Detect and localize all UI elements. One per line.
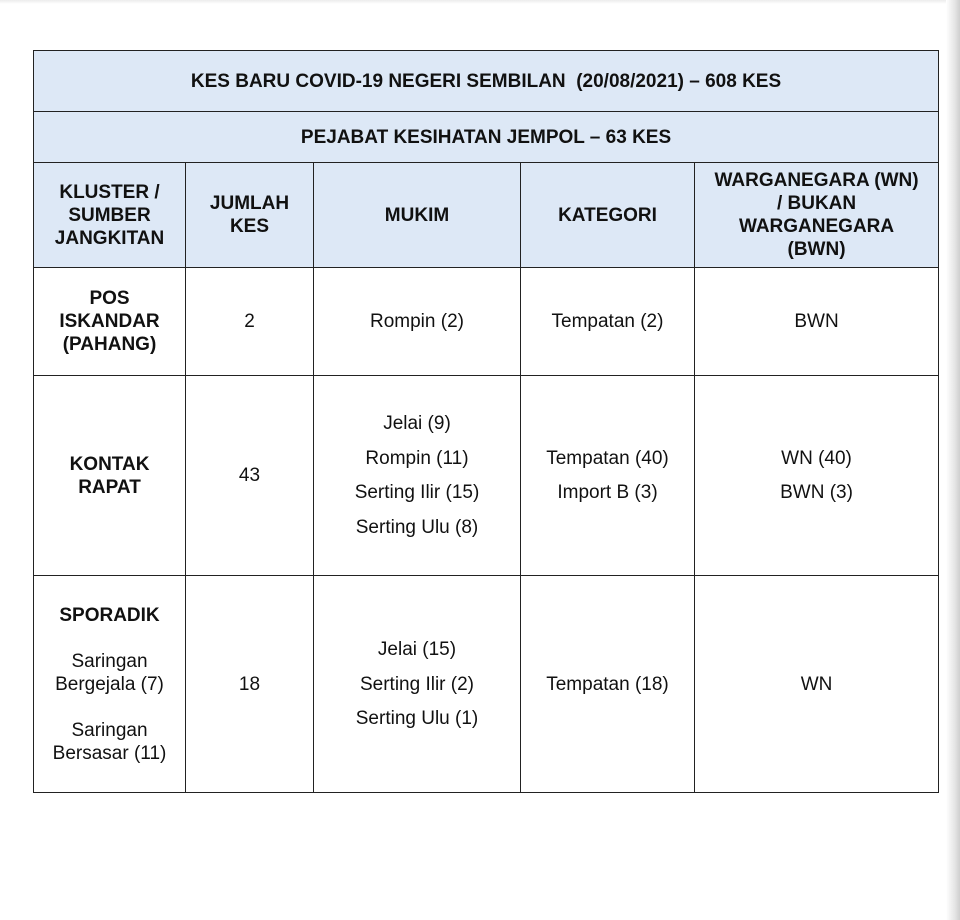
jumlah-cell: 18 bbox=[186, 576, 314, 793]
table-title: KES BARU COVID-19 NEGERI SEMBILAN (20/08/2021) – 608 KES bbox=[34, 51, 939, 112]
mukim-item: Serting Ilir (2) bbox=[359, 673, 475, 695]
header-kluster-line: KLUSTER / bbox=[59, 181, 160, 203]
kategori-item: Import B (3) bbox=[557, 482, 658, 504]
kategori-cell bbox=[521, 576, 695, 793]
header-warganegara-line: WARGANEGARA (WN) bbox=[714, 170, 919, 191]
mukim-item: Serting Ulu (1) bbox=[355, 708, 479, 729]
kategori-item: Tempatan (2) bbox=[551, 311, 664, 332]
mukim-cell bbox=[314, 576, 521, 793]
spacer bbox=[40, 627, 179, 650]
mukim-item: Serting Ilir (15) bbox=[354, 482, 480, 504]
header-warganegara-line: (BWN) bbox=[787, 239, 846, 260]
kluster-line: POS bbox=[89, 288, 130, 309]
header-warganegara-line: WARGANEGARA bbox=[738, 216, 895, 237]
table-row bbox=[34, 268, 939, 376]
header-kluster bbox=[34, 163, 186, 268]
mukim-item: Serting Ulu (8) bbox=[355, 516, 479, 538]
kluster-line: ISKANDAR bbox=[59, 311, 160, 332]
header-kluster-line: JANGKITAN bbox=[54, 227, 165, 249]
kluster-cell bbox=[34, 268, 186, 376]
header-jumlah-line: KES bbox=[229, 216, 270, 237]
jumlah-cell: 2 bbox=[186, 268, 314, 376]
kategori-item: Tempatan (18) bbox=[546, 673, 669, 695]
header-warganegara bbox=[695, 163, 939, 268]
right-edge-shadow bbox=[946, 0, 960, 920]
mukim-cell bbox=[314, 376, 521, 576]
header-jumlah bbox=[186, 163, 314, 268]
mukim-item: Jelai (9) bbox=[383, 413, 451, 435]
warganegara-item: WN bbox=[800, 673, 833, 695]
mukim-cell bbox=[314, 268, 521, 376]
warganegara-item: BWN bbox=[794, 311, 839, 332]
warganegara-cell bbox=[695, 376, 939, 576]
header-kluster-line: SUMBER bbox=[68, 204, 151, 226]
header-warganegara-line: / BUKAN bbox=[776, 193, 857, 214]
covid-cases-table bbox=[33, 50, 939, 793]
kluster-line: KONTAK bbox=[69, 453, 150, 475]
kategori-cell bbox=[521, 268, 695, 376]
kluster-line: (PAHANG) bbox=[62, 334, 157, 355]
kluster-subitem: Saringan bbox=[71, 719, 148, 741]
kategori-cell bbox=[521, 376, 695, 576]
kluster-cell bbox=[34, 376, 186, 576]
header-row bbox=[34, 163, 939, 268]
mukim-item: Jelai (15) bbox=[377, 639, 457, 660]
kategori-item: Tempatan (40) bbox=[546, 447, 669, 469]
top-edge-shadow bbox=[0, 0, 946, 4]
jumlah-cell: 43 bbox=[186, 376, 314, 576]
warganegara-item: BWN (3) bbox=[780, 482, 853, 504]
spacer bbox=[40, 696, 179, 719]
kluster-line: RAPAT bbox=[78, 476, 141, 498]
table-subtitle: PEJABAT KESIHATAN JEMPOL – 63 KES bbox=[34, 112, 939, 163]
header-jumlah-line: JUMLAH bbox=[209, 193, 290, 214]
header-mukim: MUKIM bbox=[314, 163, 521, 268]
kluster-subitem: Bergejala (7) bbox=[55, 673, 164, 695]
table-row bbox=[34, 376, 939, 576]
warganegara-cell bbox=[695, 576, 939, 793]
warganegara-item: WN (40) bbox=[781, 447, 852, 469]
subtitle-row bbox=[34, 112, 939, 163]
table-row bbox=[34, 576, 939, 793]
kluster-title: SPORADIK bbox=[59, 604, 160, 626]
header-kategori: KATEGORI bbox=[521, 163, 695, 268]
kluster-subitem: Bersasar (11) bbox=[52, 742, 167, 764]
mukim-item: Rompin (2) bbox=[370, 311, 464, 332]
warganegara-cell bbox=[695, 268, 939, 376]
kluster-cell bbox=[34, 576, 186, 793]
kluster-subitem: Saringan bbox=[71, 650, 148, 672]
title-row bbox=[34, 51, 939, 112]
mukim-item: Rompin (11) bbox=[365, 447, 469, 469]
